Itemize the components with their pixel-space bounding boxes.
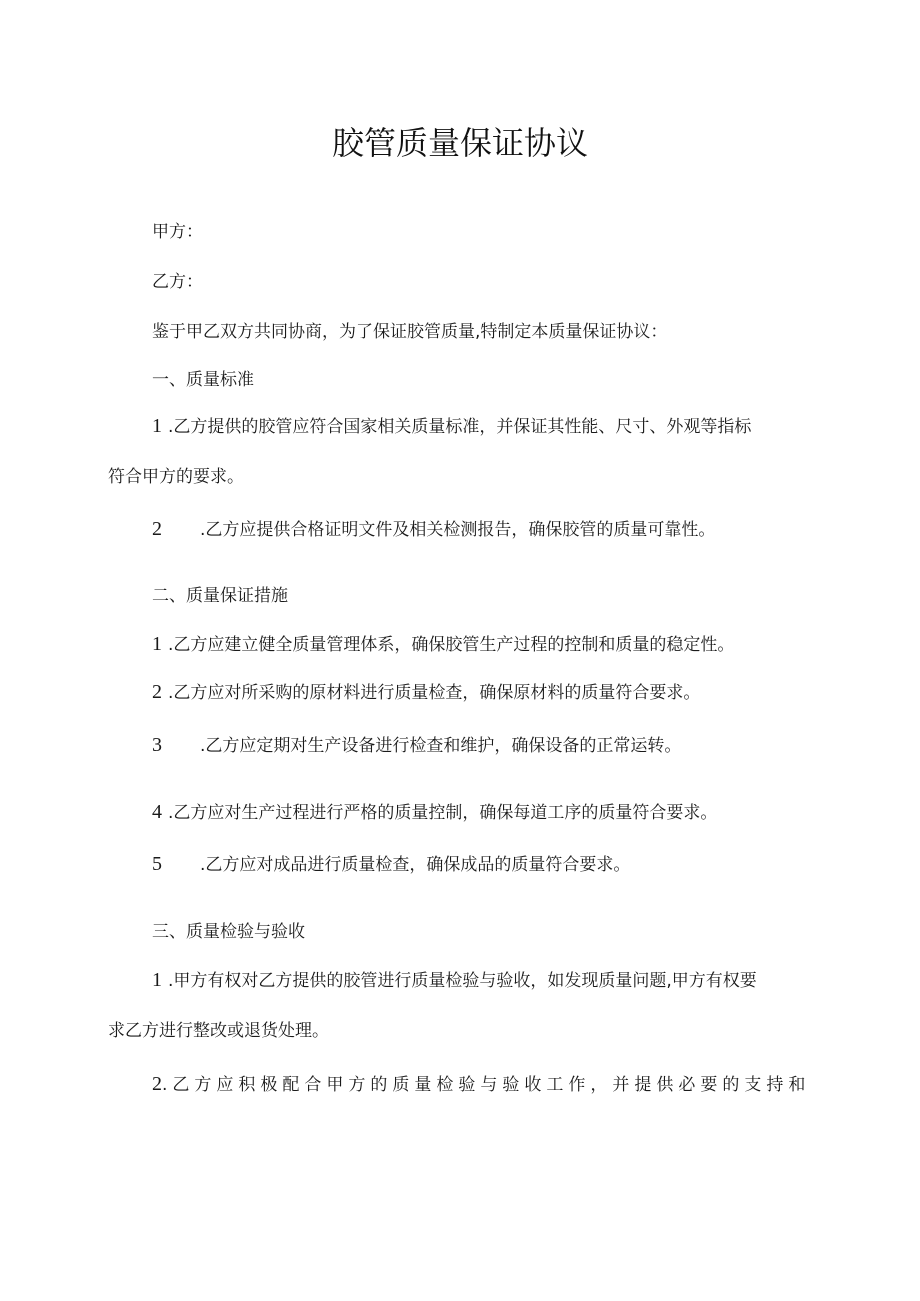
- clause-text: .乙方应提供合格证明文件及相关检测报告，确保胶管的质量可靠性。: [200, 520, 716, 540]
- clause-2-3: [108, 731, 820, 760]
- intro-paragraph: 鉴于甲乙双方共同协商，为了保证胶管质量,特制定本质量保证协议：: [152, 322, 668, 342]
- clause-text: .乙方应定期对生产设备进行检查和维护，确保设备的正常运转。: [200, 736, 682, 756]
- clause-number: 3: [152, 734, 162, 756]
- clause-number: 5: [152, 853, 162, 875]
- section-heading-quality-standard: 一、质量标准: [152, 370, 254, 390]
- clause-2-2: [108, 678, 820, 707]
- clause-text-continuation: 求乙方进行整改或退货处理。: [108, 1021, 329, 1041]
- clause-number: 1: [152, 633, 162, 655]
- party-a-label: 甲方：: [152, 222, 203, 242]
- clause-text: .乙方应建立健全质量管理体系，确保胶管生产过程的控制和质量的稳定性。: [168, 635, 735, 655]
- clause-3-2: [108, 1070, 820, 1099]
- clause-text: .乙方提供的胶管应符合国家相关质量标准，并保证其性能、尺寸、外观等指标: [168, 417, 752, 437]
- section-heading-inspection-acceptance: 三、质量检验与验收: [152, 922, 305, 942]
- clause-2-1: [108, 630, 820, 659]
- clause-number: 2: [152, 681, 162, 703]
- clause-text: .乙方应对生产过程进行严格的质量控制，确保每道工序的质量符合要求。: [168, 803, 718, 823]
- clause-3-1: [108, 966, 820, 1045]
- clause-number: 2: [152, 518, 162, 540]
- section-heading-quality-measures: 二、质量保证措施: [152, 586, 288, 606]
- clause-text: .乙方应对成品进行质量检查，确保成品的质量符合要求。: [200, 855, 631, 875]
- clause-number: 4: [152, 801, 162, 823]
- clause-2-5: [108, 850, 820, 879]
- clause-number: 2: [152, 1073, 162, 1095]
- clause-2-4: [108, 798, 820, 827]
- party-b-label: 乙方：: [152, 272, 203, 292]
- document-title: 胶管质量保证协议: [331, 124, 588, 162]
- clause-number: 1: [152, 415, 162, 437]
- clause-text: .甲方有权对乙方提供的胶管进行质量检验与验收，如发现质量问题,甲方有权要: [168, 971, 757, 991]
- clause-number: 1: [152, 969, 162, 991]
- clause-text: .乙方应积极配合甲方的质量检验与验收工作，并提供必要的支持和: [162, 1075, 811, 1095]
- clause-text-continuation: 符合甲方的要求。: [108, 467, 244, 487]
- clause-1-2: [108, 515, 820, 544]
- clause-text: .乙方应对所采购的原材料进行质量检查，确保原材料的质量符合要求。: [168, 683, 701, 703]
- clause-1-1: [108, 412, 820, 491]
